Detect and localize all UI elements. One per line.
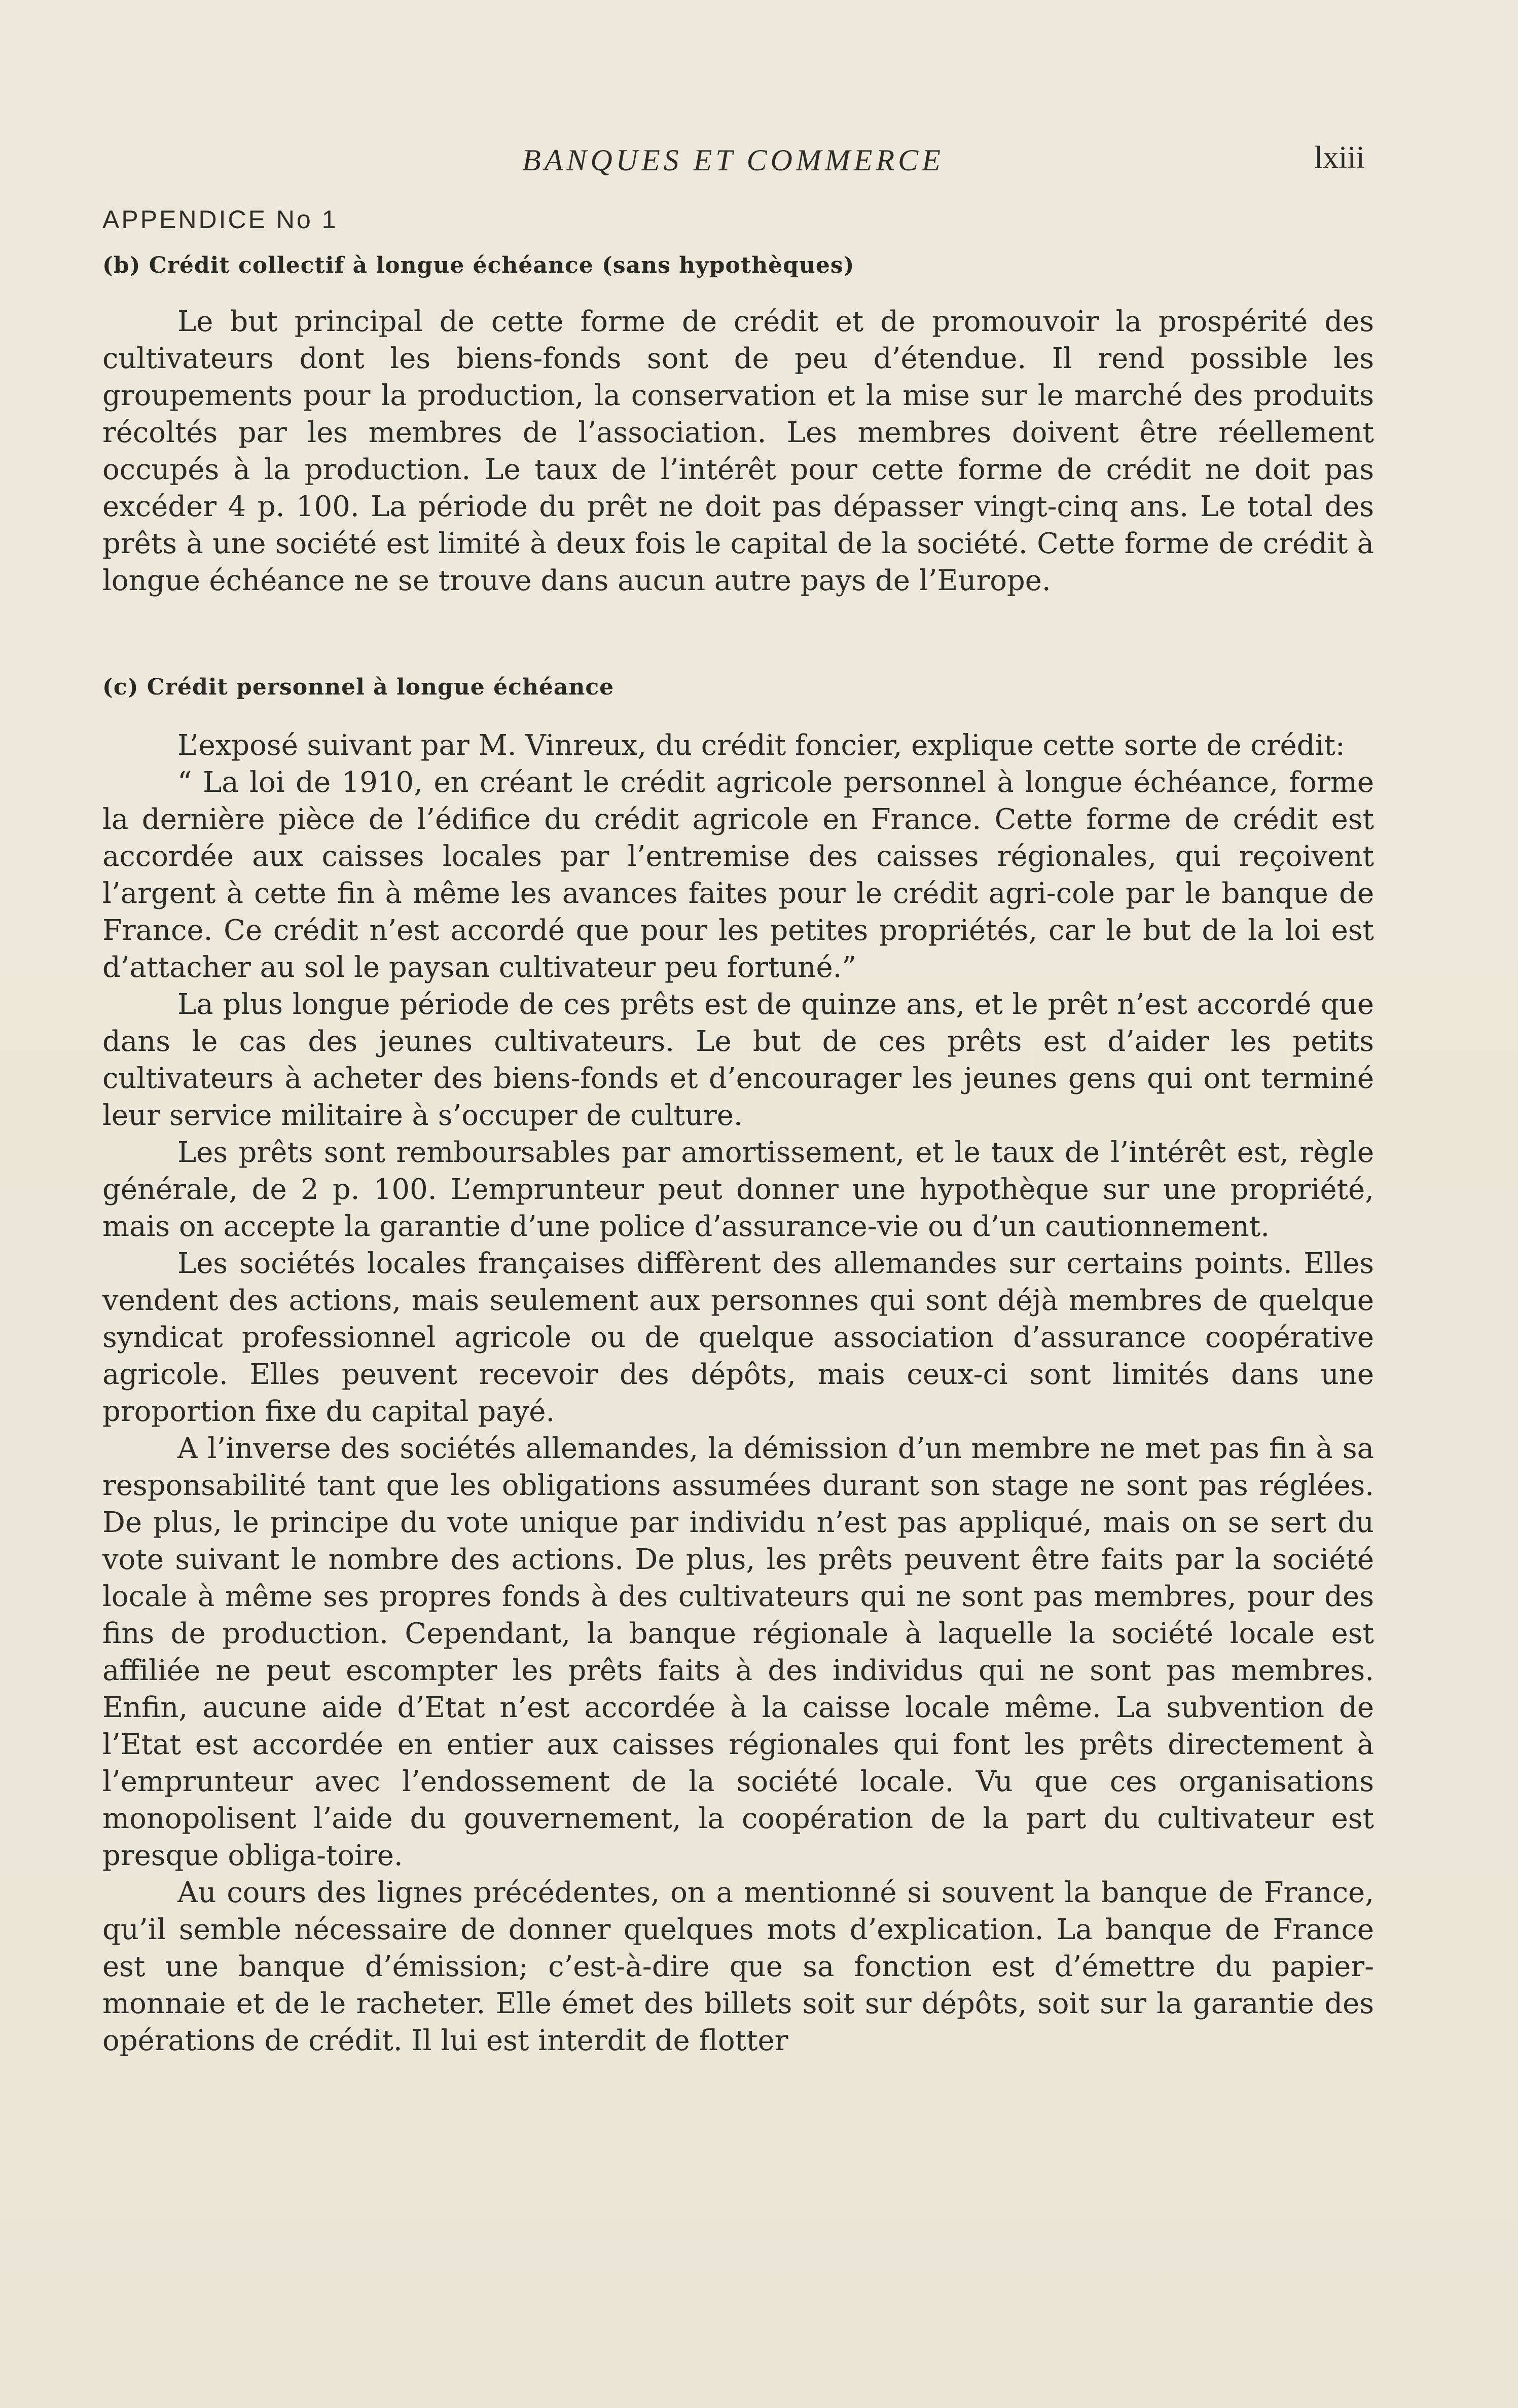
- section-c-body: [102, 727, 1374, 2059]
- running-title: BANQUES ET COMMERCE: [522, 143, 944, 177]
- paragraph: Les sociétés locales françaises diffèrent des allemandes sur certains points. Elles vendent des actions, mais seulement aux personnes qui sont déjà membres de quelque syndicat professionnel agricole ou de quelque association d’assurance coopérative agricole. Elles peuvent recevoir des dépôts, mais ceux-ci sont limités dans une proportion fixe du capital payé.: [102, 1247, 1374, 1428]
- running-header: [0, 140, 1518, 184]
- section-heading-c: (c) Crédit personnel à longue échéance: [102, 674, 615, 700]
- section-heading-b: (b) Crédit collectif à longue échéance (sans hypothèques): [102, 252, 855, 278]
- paragraph: Au cours des lignes précédentes, on a mentionné si souvent la banque de France, qu’il semble nécessaire de donner quelques mots d’explication. La banque de France est une banque d’émission; c’est-à-dire que sa fonction est d’émettre du papier-monnaie et de le racheter. Elle émet des billets soit sur dépôts, soit sur la garantie des opérations de crédit. Il lui est interdit de flotter: [102, 1876, 1374, 2057]
- paragraph: La plus longue période de ces prêts est de quinze ans, et le prêt n’est accordé que dans le cas des jeunes cultivateurs. Le but de ces prêts est d’aider les petits cultivateurs à acheter des biens-fonds et d’encourager les jeunes gens qui ont terminé leur service militaire à s’occuper de culture.: [102, 988, 1374, 1132]
- paragraph: Les prêts sont remboursables par amortissement, et le taux de l’intérêt est, règle générale, de 2 p. 100. L’emprunteur peut donner une hypothèque sur une propriété, mais on accepte la garantie d’une police d’assurance-vie ou d’un cautionnement.: [102, 1136, 1374, 1243]
- page-number: lxiii: [1314, 140, 1365, 175]
- quote-paragraph: “ La loi de 1910, en créant le crédit agricole personnel à longue échéance, forme la dernière pièce de l’édifice du crédit agricole en France. Cette forme de crédit est accordée aux caisses locales par l’entremise des caisses régionales, qui reçoivent l’argent à cette fin à même les avances faites pour le crédit agri-cole par le banque de France. Ce crédit n’est accordé que pour les petites propriétés, car le but de la loi est d’attacher au sol le paysan cultivateur peu fortuné.”: [102, 766, 1374, 984]
- appendix-label: APPENDICE No 1: [102, 205, 338, 234]
- paragraph: A l’inverse des sociétés allemandes, la démission d’un membre ne met pas fin à sa responsabilité tant que les obligations assumées durant son stage ne sont pas réglées. De plus, le principe du vote unique par individu n’est pas appliqué, mais on se sert du vote suivant le nombre des actions. De plus, les prêts peuvent être faits par la société locale à même ses propres fonds à des cultivateurs qui ne sont pas membres, pour des fins de production. Cependant, la banque régionale à laquelle la société locale est affiliée ne peut escompter les prêts faits à des individus qui ne sont pas membres. Enfin, aucune aide d’Etat n’est accordée à la caisse locale même. La subvention de l’Etat est accordée en entier aux caisses régionales qui font les prêts directement à l’emprunteur avec l’endossement de la société locale. Vu que ces organisations monopolisent l’aide du gouvernement, la coopération de la part du cultivateur est presque obliga-toire.: [102, 1432, 1374, 1872]
- paragraph: Le but principal de cette forme de crédit et de promouvoir la prospérité des cultivateurs dont les biens-fonds sont de peu d’étendue. Il rend possible les groupements pour la production, la conservation et la mise sur le marché des produits récoltés par les membres de l’association. Les membres doivent être réellement occupés à la production. Le taux de l’intérêt pour cette forme de crédit ne doit pas excéder 4 p. 100. La période du prêt ne doit pas dépasser vingt-cinq ans. Le total des prêts à une société est limité à deux fois le capital de la société. Cette forme de crédit à longue échéance ne se trouve dans aucun autre pays de l’Europe.: [102, 305, 1374, 597]
- paragraph: L’exposé suivant par M. Vinreux, du crédit foncier, explique cette sorte de crédit:: [177, 729, 1345, 762]
- section-b-body: [102, 303, 1374, 599]
